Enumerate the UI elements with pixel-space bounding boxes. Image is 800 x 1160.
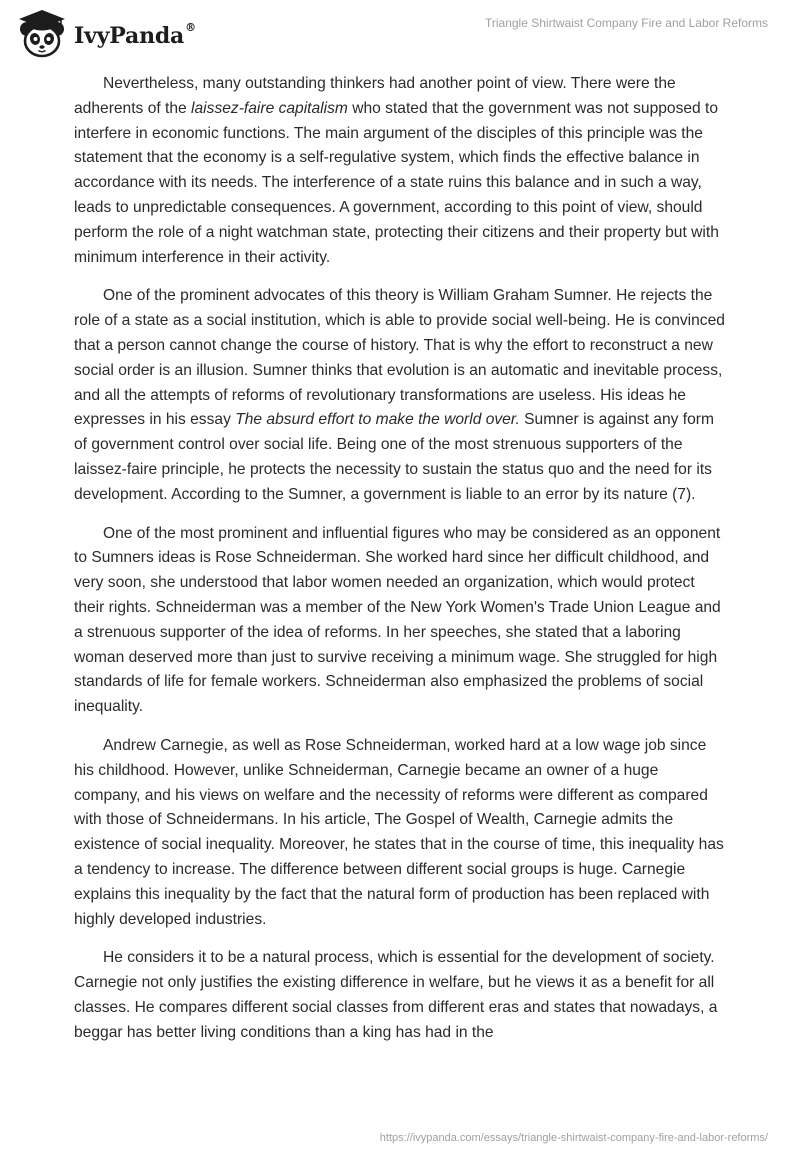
italic-term: laissez-faire capitalism	[191, 99, 348, 117]
paragraph-5	[74, 946, 726, 1045]
paragraph-text: Nevertheless, many outstanding thinkers had another point of view. There were the adherents of the	[74, 75, 676, 117]
italic-title: The absurd effort to make the world over.	[235, 411, 520, 429]
essay-body	[74, 72, 726, 1059]
brand-logo[interactable]	[14, 8, 196, 62]
source-url[interactable]: https://ivypanda.com/essays/triangle-shirtwaist-company-fire-and-labor-reforms/	[379, 1132, 768, 1144]
paragraph-text: who stated that the government was not supposed to interfere in economic functions. The main argument of the disciples of this principle was the statement that the economy is a self-regulative system, which finds the effective balance in accordance with its needs. The interference of a state ruins this balance and in such a way, leads to unpredictable consequences. A government, according to this point of view, should perform the role of a night watchman state, protecting their citizens and their property but with minimum interference in their activity.	[74, 99, 719, 266]
paragraph-text: He considers it to be a natural process, which is essential for the development of society. Carnegie not only justifies the existing difference in welfare, but he views it as a benefit for all classes. He compares different social classes from different eras and states that nowadays, a beggar has better living conditions than a king has had in the	[74, 949, 718, 1041]
paragraph-2	[74, 284, 726, 507]
paragraph-4	[74, 734, 726, 932]
registered-mark: ®	[185, 20, 196, 34]
brand-name	[74, 20, 196, 49]
paragraph-text: Sumner is against any form of government control over social life. Being one of the most strenuous supporters of the laissez-faire principle, he protects the necessity to sustain the status quo and the need for its development. According to the Sumner, a government is liable to an error by its nature (7).	[74, 411, 714, 503]
paragraph-text: One of the prominent advocates of this theory is William Graham Sumner. He rejects the role of a state as a social institution, which is able to provide social well-being. He is convinced that a person cannot change the course of history. That is why the effort to reconstruct a new social order is an illusion. Sumner thinks that evolution is an automatic and inevitable process, and all the attempts of reforms of revolutionary transformations are useless. His ideas he expresses in his essay	[74, 287, 725, 429]
panda-logo-icon	[14, 8, 70, 62]
document-title: Triangle Shirtwaist Company Fire and Labor Reforms	[484, 16, 768, 30]
paragraph-text: Andrew Carnegie, as well as Rose Schneiderman, worked hard at a low wage job since his childhood. However, unlike Schneiderman, Carnegie became an owner of a huge company, and his views on welfare and the necessity of reforms were different as compared with those of Schneidermans. In his article, The Gospel of Wealth, Carnegie admits the existence of social inequality. Moreover, he states that in the course of time, this inequality has a tendency to increase. The difference between different social groups is huge. Carnegie explains this inequality by the fact that the natural form of production has been replaced with highly developed industries.	[74, 736, 724, 928]
brand-name-text: IvyPanda	[74, 23, 185, 49]
page-header	[0, 0, 800, 70]
paragraph-1	[74, 72, 726, 270]
paragraph-text: One of the most prominent and influential figures who may be considered as an opponent to Sumners ideas is Rose Schneiderman. She worked hard since her difficult childhood, and very soon, she understood that labor women needed an organization, which would protect their rights. Schneiderman was a member of the New York Women's Trade Union League and a strenuous supporter of the idea of reforms. In her speeches, she stated that a laboring woman deserved more than just to survive receiving a minimum wage. She struggled for high standards of life for female workers. Schneiderman also emphasized the problems of social inequality.	[74, 524, 721, 716]
paragraph-3	[74, 522, 726, 720]
